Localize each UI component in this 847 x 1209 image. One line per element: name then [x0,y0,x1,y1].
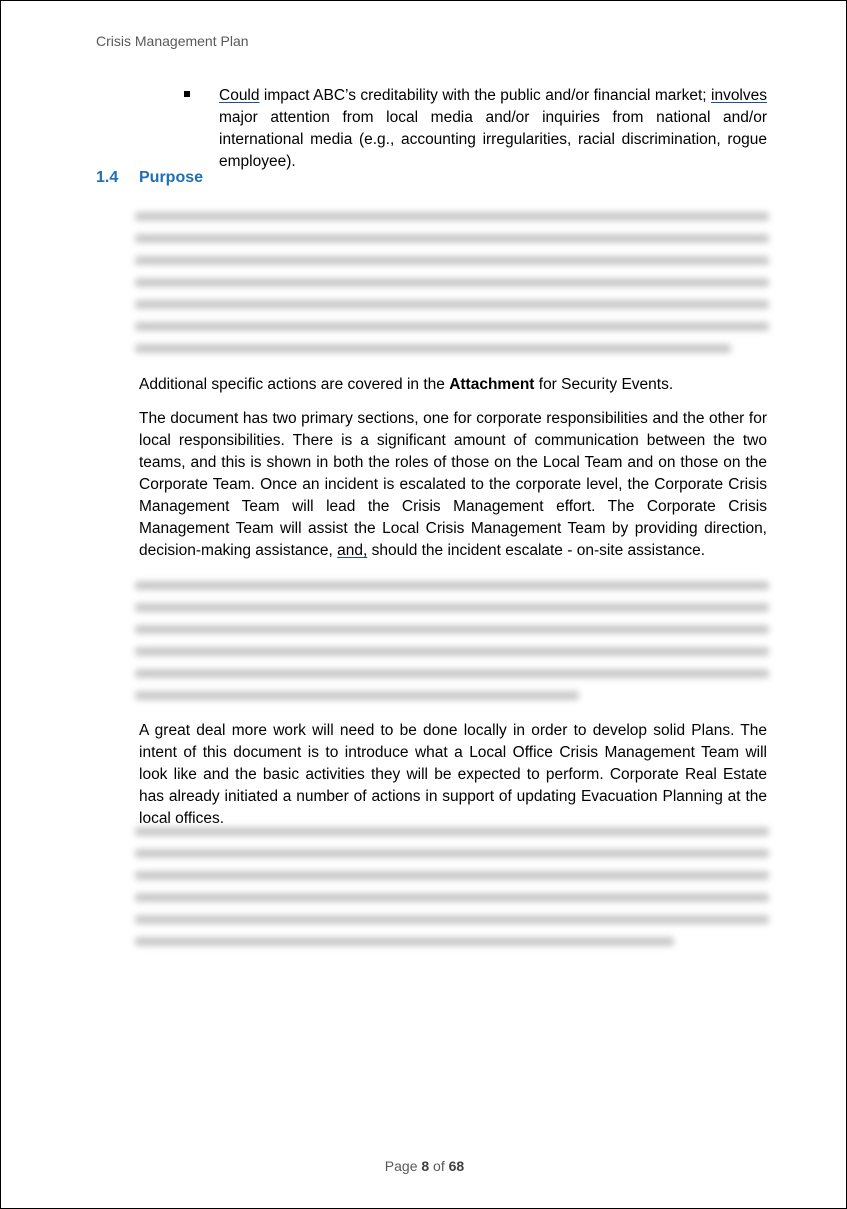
redacted-paragraph [135,827,769,959]
section-title: Purpose [139,169,204,186]
redacted-paragraph [135,581,769,713]
redacted-line [135,300,769,309]
paragraph-attachment: Additional specific actions are covered in the Attachment for Security Events. [139,376,674,393]
bullet-marker [184,91,190,97]
redacted-line [135,937,674,946]
attachment-term: Attachment [449,376,535,393]
bullet-item [219,85,767,173]
redacted-line [135,234,769,243]
redacted-line [135,581,769,590]
redacted-line [135,256,769,265]
flagged-word: Could [219,87,260,104]
redacted-line [135,893,769,902]
redacted-line [135,322,769,331]
bullet-text: major attention from local media and/or inquiries from national and/or international media (e.g., accounting irregularities, racial discrimination, rogue employee). [219,109,767,170]
redacted-line [135,669,769,678]
redacted-line [135,827,769,836]
redacted-line [135,344,731,353]
flagged-word: and, [337,542,368,559]
redacted-line [135,625,769,634]
redacted-line [135,212,769,221]
flagged-word: involves [711,87,767,104]
page-footer: Page 8 of 68 [384,1158,465,1174]
redacted-line [135,603,769,612]
redacted-paragraph [135,212,769,366]
redacted-line [135,915,769,924]
section-number: 1.4 [96,169,119,186]
current-page-number: 8 [421,1158,430,1174]
section-heading [96,169,203,187]
paragraph-sections: The document has two primary sections, one for corporate responsibilities and the other for local responsibilities. There is a significant amount of communication between the two teams, and this is shown in both the roles of those on the Local Team and on those on the Corporate Team. Once an incident is escalated to the corporate level, the Corporate Crisis Management Team will lead the Crisis Management effort. The Corporate Crisis Management Team will assist the Local Crisis Management Team by providing direction, decision-making assistance, and, should the incident escalate - on-site assistance. [139,410,767,559]
redacted-line [135,278,769,287]
paragraph-local-work: A great deal more work will need to be done locally in order to develop solid Plans. The intent of this document is to introduce what a Local Office Crisis Management Team will look like and the basic activities they will be expected to perform. Corporate Real Estate has already initiated a number of actions in support of updating Evacuation Planning at the local offices. [139,722,767,827]
redacted-line [135,849,769,858]
redacted-line [135,647,769,656]
redacted-line [135,691,579,700]
redacted-line [135,871,769,880]
running-header: Crisis Management Plan [96,33,249,49]
bullet-text: impact ABC’s creditability with the public and/or financial market; [259,87,711,104]
total-page-count: 68 [448,1158,465,1174]
